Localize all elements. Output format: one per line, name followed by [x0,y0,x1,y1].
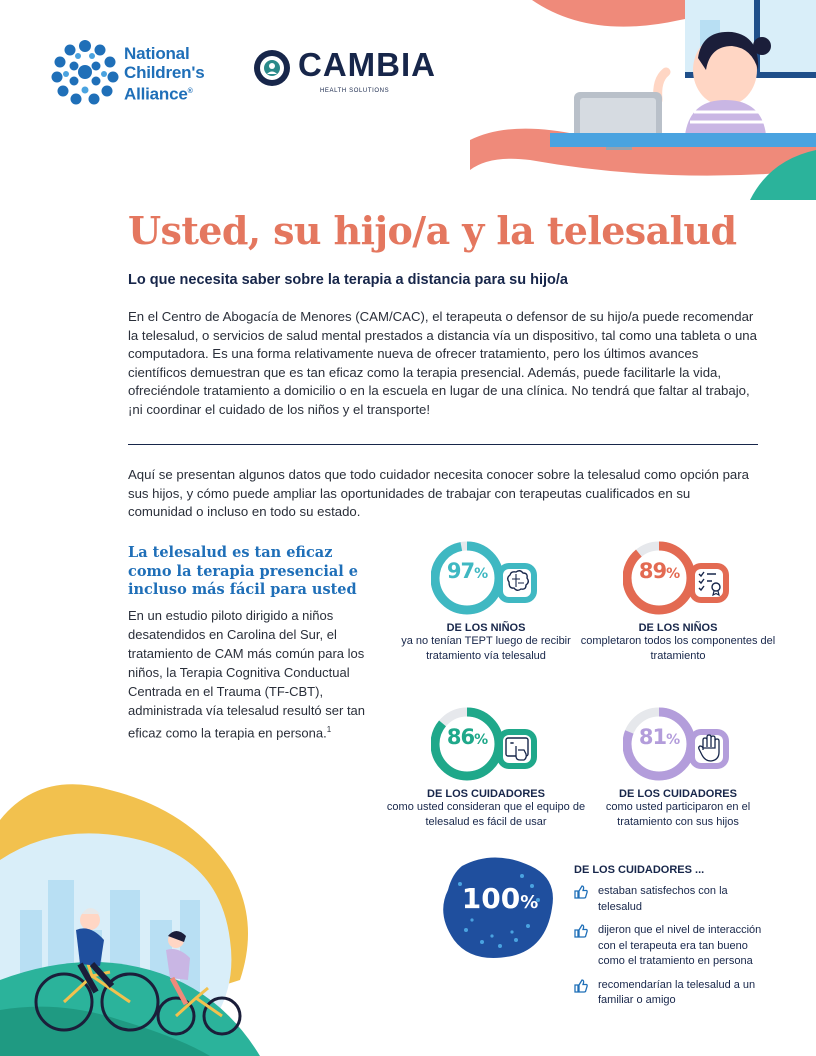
list-item [574,884,774,915]
nca-line-3-text: Alliance [124,84,188,104]
stat-percent-sign: % [666,732,680,748]
stat-card [578,704,778,830]
stat-ring [623,538,733,618]
nca-registered-mark: ® [187,88,193,95]
study-text: En un estudio piloto dirigido a niños desatendidos en Carolina del Sur, el tratamiento de CAM más común para los niños, la Terapia Cognitiva Conductual Centrada en el Trauma (TF-CBT), administrada vía telesalud resultó ser tan eficaz como la terapia en persona. [128,608,366,741]
cambia-logo [252,44,436,100]
caregiver-results-list [574,884,774,1017]
stat-title: DE LOS CUIDADORES [427,788,545,800]
stat-percent-sign: % [474,732,488,748]
hundred-sign: % [520,892,539,913]
stat-value [623,559,695,583]
thumbs-up-icon [574,924,588,938]
stat-title: DE LOS NIÑOS [446,622,526,634]
stat-number: 86 [446,725,475,749]
stat-card [386,704,586,830]
stat-card [578,538,778,664]
stat-ring [431,704,541,784]
section-divider [128,444,758,445]
intro-paragraph: En el Centro de Abogacía de Menores (CAM/CAC), el terapeuta o defensor de su hijo/a puede recomendar la telesalud, o servicios de salud mental prestados a distancia vía un dispositivo, tal como una tableta o una computadora. Es una forma relativamente nueva de ofrecer tratamiento, pero los últimos avances científicos demuestran que es tan eficaz como la terapia presencial. Además, puede facilitarle la vida, ofreciéndole tratamiento a domicilio o en la escuela en lugar de una clínica. No tendrá que faltar al trabajo, ¡ni coordinar el cuidado de los niños y el transporte! [128,309,757,417]
caregiver-result-text: dijeron que el nivel de interacción con el terapeuta era tan bueno como el tratamiento en persona [598,924,762,967]
caregivers-label: DE LOS CUIDADORES ... [574,864,705,876]
stat-ring [431,538,541,618]
caregiver-result-text: recomendarían la telesalud a un familiar o amigo [598,978,756,1006]
nca-line-3 [124,82,204,104]
thumbs-up-icon [574,885,588,899]
facts-paragraph: Aquí se presentan algunos datos que todo cuidador necesita conocer sobre la telesalud como opción para sus hijos, y cómo puede ampliar las oportunidades de trabajar con terapeutas cualificados en su comunidad o incluso en todo su estado. [128,467,749,519]
cambia-wordmark: CAMBIA [298,46,436,83]
stat-number: 89 [638,559,667,583]
cyclists-illustration [0,780,300,1056]
nca-wordmark [124,44,204,104]
stat-description: completaron todos los componentes del tratamiento [580,635,776,662]
checklist-award-icon [695,569,723,597]
list-item [574,978,774,1009]
stat-title: DE LOS CUIDADORES [619,788,737,800]
page-title: Usted, su hijo/a y la telesalud [128,208,737,253]
stat-card [386,538,586,664]
stat-value [431,559,503,583]
nca-line-2: Children's [124,63,205,82]
brain-icon [503,569,531,597]
page-subtitle: Lo que necesita saber sobre la terapia a distancia para su hijo/a [128,272,568,288]
national-childrens-alliance-logo [48,36,218,108]
stat-percent-sign: % [474,566,488,582]
stat-ring [623,704,733,784]
caregiver-result-text: estaban satisfechos con la telesalud [598,885,728,913]
stat-description: como usted participaron en el tratamiento con sus hijos [605,801,751,828]
nca-line-1: National [124,44,190,63]
effectiveness-heading: La telesalud es tan eficaz como la terapia presencial e incluso más fácil para usted [128,544,359,598]
touch-tablet-icon [503,735,531,763]
cambia-tagline: HEALTH SOLUTIONS [320,88,390,94]
stat-value [623,725,695,749]
hundred-number: 100 [461,882,521,915]
stat-description: como usted consideran que el equipo de telesalud es fácil de usar [386,801,586,828]
stat-title: DE LOS NIÑOS [638,622,718,634]
stat-number: 97 [446,559,475,583]
stat-percent-sign: % [666,566,680,582]
stat-value [431,725,503,749]
list-item [574,923,774,970]
study-footnote: 1 [326,725,332,734]
stat-number: 81 [638,725,667,749]
cambia-emblem-icon [252,44,292,88]
study-paragraph [128,606,378,742]
hands-circle-icon [48,36,122,108]
hundred-percent-badge [442,856,558,960]
raised-hand-icon [695,735,723,763]
stat-description: ya no tenían TEPT luego de recibir tratamiento vía telesalud [401,635,571,662]
thumbs-up-icon [574,979,588,993]
woman-at-computer-illustration [470,0,816,200]
